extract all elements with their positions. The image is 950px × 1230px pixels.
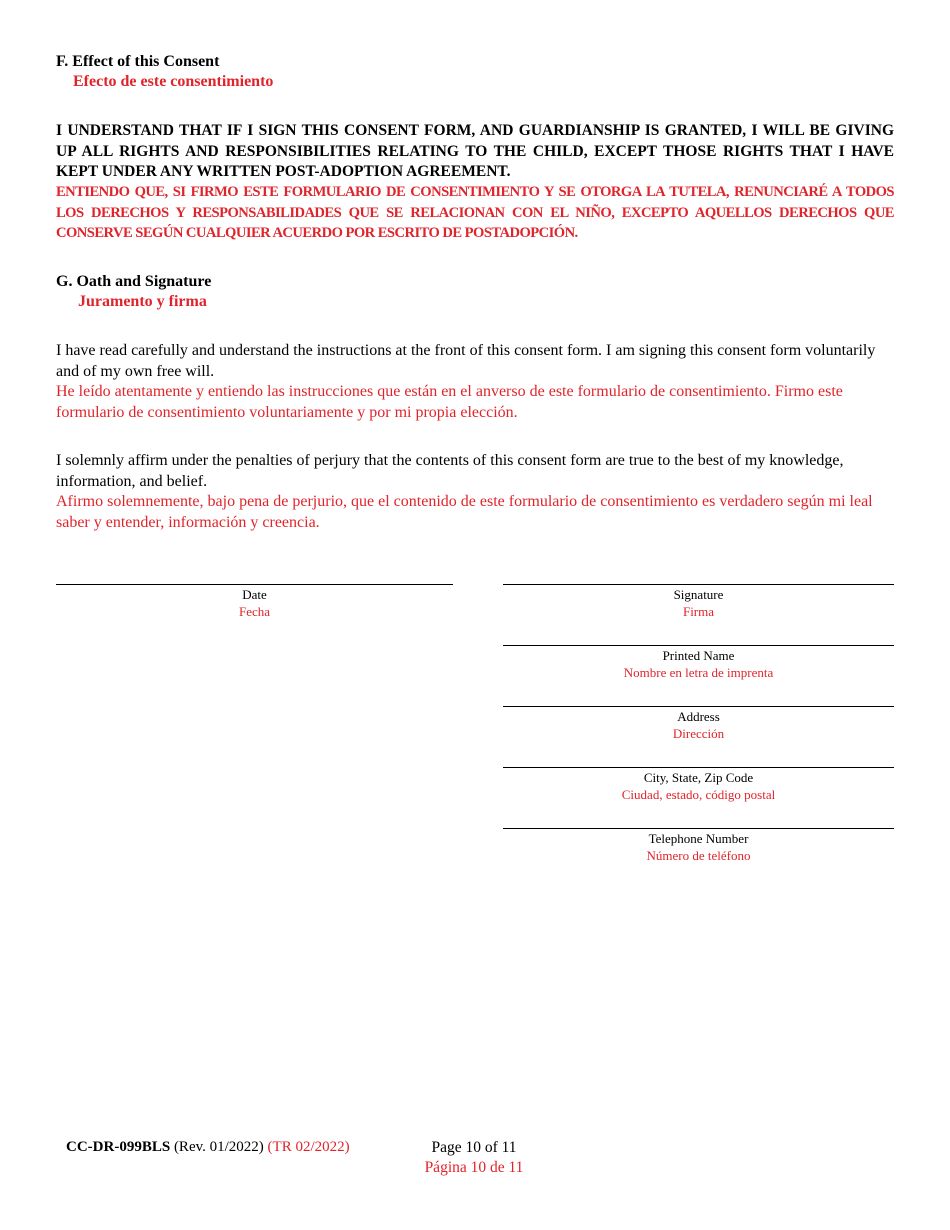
oath-paragraph-2-es: Afirmo solemnemente, bajo pena de perjurio, que el contenido de este formulario de consentimiento es verdadero según mi leal saber y entender, información y creencia. bbox=[56, 493, 873, 531]
printed-name-line[interactable] bbox=[503, 645, 894, 646]
city-state-zip-label: City, State, Zip Code bbox=[643, 770, 754, 785]
section-f-title-es: Efecto de este consentimiento bbox=[73, 73, 274, 90]
city-state-zip-label-es: Ciudad, estado, código postal bbox=[621, 787, 776, 802]
telephone-field-label bbox=[503, 830, 894, 864]
page-number-en: Page 10 of 11 bbox=[431, 1139, 517, 1156]
date-label-es: Fecha bbox=[238, 604, 271, 619]
oath-paragraph-1-en: I have read carefully and understand the instructions at the front of this consent form. I am signing this consent form voluntarily and of my own free will. bbox=[56, 342, 876, 380]
address-label-es: Dirección bbox=[672, 726, 725, 741]
page-number bbox=[400, 1138, 548, 1178]
date-label: Date bbox=[242, 587, 267, 602]
page-number-es: Página 10 de 11 bbox=[424, 1159, 524, 1176]
signature-label: Signature bbox=[673, 587, 724, 602]
date-field-label bbox=[56, 586, 453, 620]
city-state-zip-line[interactable] bbox=[503, 767, 894, 768]
printed-name-label-es: Nombre en letra de imprenta bbox=[623, 665, 774, 680]
signature-field-label bbox=[503, 586, 894, 620]
printed-name-field-label bbox=[503, 647, 894, 681]
oath-paragraph-1-es: He leído atentamente y entiendo las instrucciones que están en el anverso de este formulario de consentimiento. Firmo este formulario de consentimiento voluntariamente y por mi propia elección. bbox=[56, 383, 843, 421]
city-state-zip-field-label bbox=[503, 769, 894, 803]
telephone-label-es: Número de teléfono bbox=[646, 848, 751, 863]
signature-line[interactable] bbox=[503, 584, 894, 585]
address-field-label bbox=[503, 708, 894, 742]
section-f-statement-en: I UNDERSTAND THAT IF I SIGN THIS CONSENT FORM, AND GUARDIANSHIP IS GRANTED, I WILL BE GIVING UP ALL RIGHTS AND RESPONSIBILITIES RELATING TO THE CHILD, EXCEPT THOSE RIGHTS THAT I HAVE KEPT UNDER ANY WRITTEN POST-ADOPTION AGREEMENT. bbox=[56, 122, 894, 180]
telephone-label: Telephone Number bbox=[648, 831, 749, 846]
telephone-line[interactable] bbox=[503, 828, 894, 829]
form-revision: (Rev. 01/2022) bbox=[173, 1139, 264, 1155]
section-g-title-es: Juramento y firma bbox=[78, 293, 207, 310]
footer-form-code bbox=[66, 1138, 350, 1157]
address-line[interactable] bbox=[503, 706, 894, 707]
signature-label-es: Firma bbox=[682, 604, 715, 619]
form-translation-revision: (TR 02/2022) bbox=[267, 1139, 350, 1155]
section-f-title: F. Effect of this Consent bbox=[56, 53, 220, 70]
date-line[interactable] bbox=[56, 584, 453, 585]
address-label: Address bbox=[677, 709, 720, 724]
form-code: CC-DR-099BLS bbox=[66, 1139, 171, 1155]
oath-paragraph-2-en: I solemnly affirm under the penalties of perjury that the contents of this consent form are true to the best of my knowledge, information, and belief. bbox=[56, 452, 844, 490]
section-g-title: G. Oath and Signature bbox=[56, 273, 212, 290]
section-f-statement-es: ENTIENDO QUE, SI FIRMO ESTE FORMULARIO DE CONSENTIMIENTO Y SE OTORGA LA TUTELA, RENUNCIARÉ A TODOS LOS DERECHOS Y RESPONSABILIDADES QUE SE RELACIONAN CON EL NIÑO, EXCEPTO AQUELLOS DERECHOS QUE CONSERVE SEGÚN CUALQUIER ACUERDO POR ESCRITO DE POSTADOPCIÓN. bbox=[56, 184, 894, 241]
printed-name-label: Printed Name bbox=[662, 648, 735, 663]
